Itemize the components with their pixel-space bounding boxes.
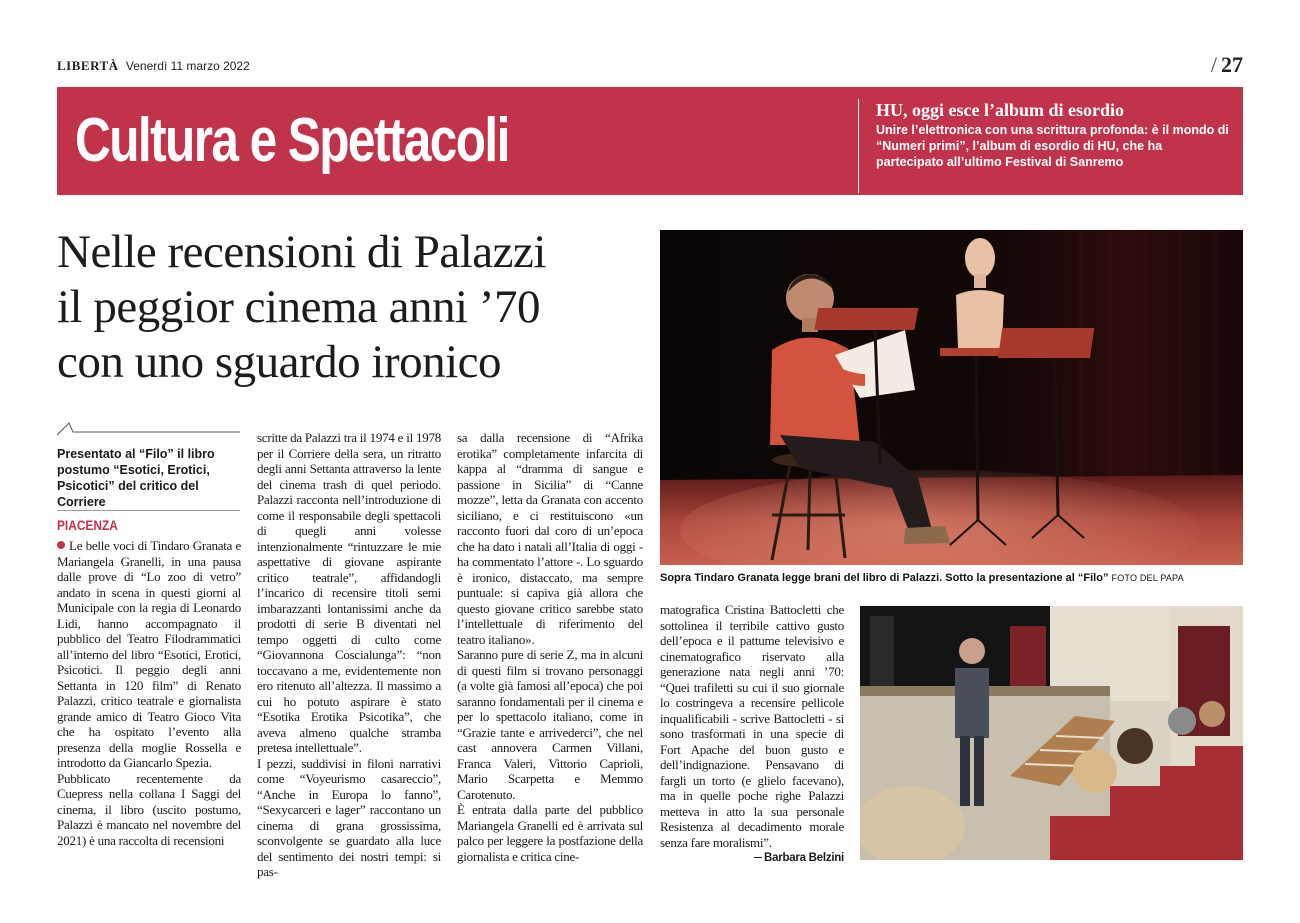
page-number [1211, 52, 1243, 78]
byline [660, 851, 844, 867]
byline-author: Barbara Belzini [764, 852, 844, 864]
byline-dash [754, 857, 762, 858]
article-paragraph: È entrata dalla parte del pubblico Mariangela Granelli ed è arrivata sul palco per leggere la postfazione della giornalista e critica cine- [457, 802, 643, 864]
article-paragraph: Saranno pure di serie Z, ma in alcuni di questi film si trovano personaggi (a volte già famosi all’epoca) che poi saranno fondamentali per il cinema e per lo spettacolo italiano, come in “Grazie tante e arrivederci”, che nel cast annovera Carmen Villani, Franca Valeri, Vittorio Caprioli, Mario Scarpetta e Memmo Carotenuto. [457, 647, 643, 802]
headline-line-2: il peggior cinema anni ’70 [57, 281, 540, 333]
article-column-4 [660, 602, 844, 867]
headline-line-1: Nelle recensioni di Palazzi [57, 226, 546, 278]
main-photo [660, 230, 1243, 565]
section-banner [57, 87, 1243, 195]
slash-icon: / [1210, 52, 1217, 77]
newspaper-name: LIBERTÀ [57, 58, 119, 73]
caption-text: Sopra Tindaro Granata legge brani del libro di Palazzi. Sotto la presentazione al “Filo” [660, 572, 1109, 584]
article-paragraph: Pubblicato recentemente da Cuepress nella collana I Saggi del cinema, il libro (uscito postumo, Palazzi è mancato nel novembre del 2021) è una raccolta di recensioni [57, 770, 241, 848]
article-paragraph: scritte da Palazzi tra il 1974 e il 1978 per il Corriere della sera, un ritratto degli anni Settanta attraverso la lente del cinema trash di quel periodo. Palazzi racconta nell’introduzione di come il responsabile degli spettacoli di quegli anni volesse intenzionalmente “rintuzzare le mie aspettative di giovane aspirante critico teatrale”, affidandogli l’incarico di recensire titoli semi imbarazzanti lontanissimi anche da prodotti di serie B diventati nel tempo oggetti di culto come “Giovannona Coscialunga”: “non toccavano a me, evidentemente non ero ritenuto all’altezza. Il massimo a cui ho potuto aspirare è stato “Esotika Erotika Psicotika”, che aveva almeno qualche stramba pretesa intellettuale”. [257, 430, 441, 755]
banner-divider [858, 99, 859, 193]
article-paragraph: I pezzi, suddivisi in filoni narrativi come “Voyeurismo casareccio”, “Anche in Europa lo fanno”, “Sexycarceri e lager” raccontano un cinema di grana grossissima, sconvolgente se guardato alla luce del sentimento dei nostri tempi: si pas- [257, 755, 441, 879]
article-headline [57, 225, 647, 390]
paragraph-text: Le belle voci di Tindaro Granata e Mariangela Granelli, in una pausa dalle prove di “Lo zoo di vetro” andato in scena in questi giorni al Municipale con la regia di Leonardo Lidi, hanno accompagnato il pubblico del Teatro Filodrammatici all’interno del libro “Esotici, Erotici, Psicotici. Il peggio degli anni Settanta in 120 film” di Renato Palazzi, critico teatrale e giornalista grande amico di Teatro Gioco Vita che ha ospitato l’evento alla presenza della moglie Rossella e introdotto da Giancarlo Spezia. [57, 538, 241, 770]
section-title: Cultura e Spettacoli [75, 106, 509, 175]
masthead [57, 52, 1243, 78]
photo-credit: FOTO DEL PAPA [1111, 573, 1184, 583]
headline-line-3: con uno sguardo ironico [57, 336, 502, 388]
article-column-2 [257, 430, 441, 880]
second-photo [860, 606, 1243, 860]
article-column-1 [57, 538, 241, 848]
article-paragraph: matografica Cristina Battocletti che sottolinea il terribile cattivo gusto dell’epoca e il pattume televisivo e cinematografico riservato alla generazione nata negli anni ’70: “Quei trafiletti su cui il suo giornale lo costringeva a recensire pellicole inqualificabili - scrive Battocletti - si sono trasformati in una specie di Fort Apache del buon gusto e dell’indignazione. Pensavano di fargli un torto (e glielo facevano), ma in quelle poche righe Palazzi metteva in atto la sua personale Resistenza al decadimento morale senza fare moralismi”. [660, 602, 844, 850]
promo-title: HU, oggi esce l’album di esordio [876, 100, 1124, 120]
dateline: PIACENZA [57, 517, 118, 533]
article-column-3 [457, 430, 643, 864]
subhead-rule [57, 420, 240, 436]
article-paragraph [57, 538, 241, 771]
article-subhead: Presentato al “Filo” il libro postumo “Esotici, Erotici, Psicotici” del critico del Corriere [57, 447, 215, 509]
presentation-audience-illustration [860, 606, 1243, 860]
bullet-icon [57, 541, 65, 549]
stage-reading-illustration [660, 230, 1243, 565]
promo-box [876, 99, 1231, 170]
masthead-left [57, 58, 250, 74]
dateline-rule [57, 510, 240, 511]
article-paragraph: sa dalla recensione di “Afrika erotika” completamente infarcita di kappa al “dramma di sangue e passione in Sicilia” di “Canne mozze”, letta da Granata con accento siciliano, e ci restituiscono «un racconto fuori dal coro di un’epoca che ha dato i natali all’Italia di oggi - ha commentato l’attore -. Lo sguardo è ironico, distaccato, ma sempre puntuale: si capiva già allora che questo giovane critico sarebbe stato l’intellettuale di riferimento del teatro italiano». [457, 430, 643, 647]
photo-caption [660, 572, 1243, 584]
promo-text: Unire l’elettronica con una scrittura profonda: è il mondo di “Numeri primi”, l’album di esordio di HU, che ha partecipato all’ultimo Festival di Sanremo [876, 123, 1229, 169]
issue-date: Venerdì 11 marzo 2022 [125, 59, 250, 73]
page-number-value: 27 [1221, 52, 1243, 77]
